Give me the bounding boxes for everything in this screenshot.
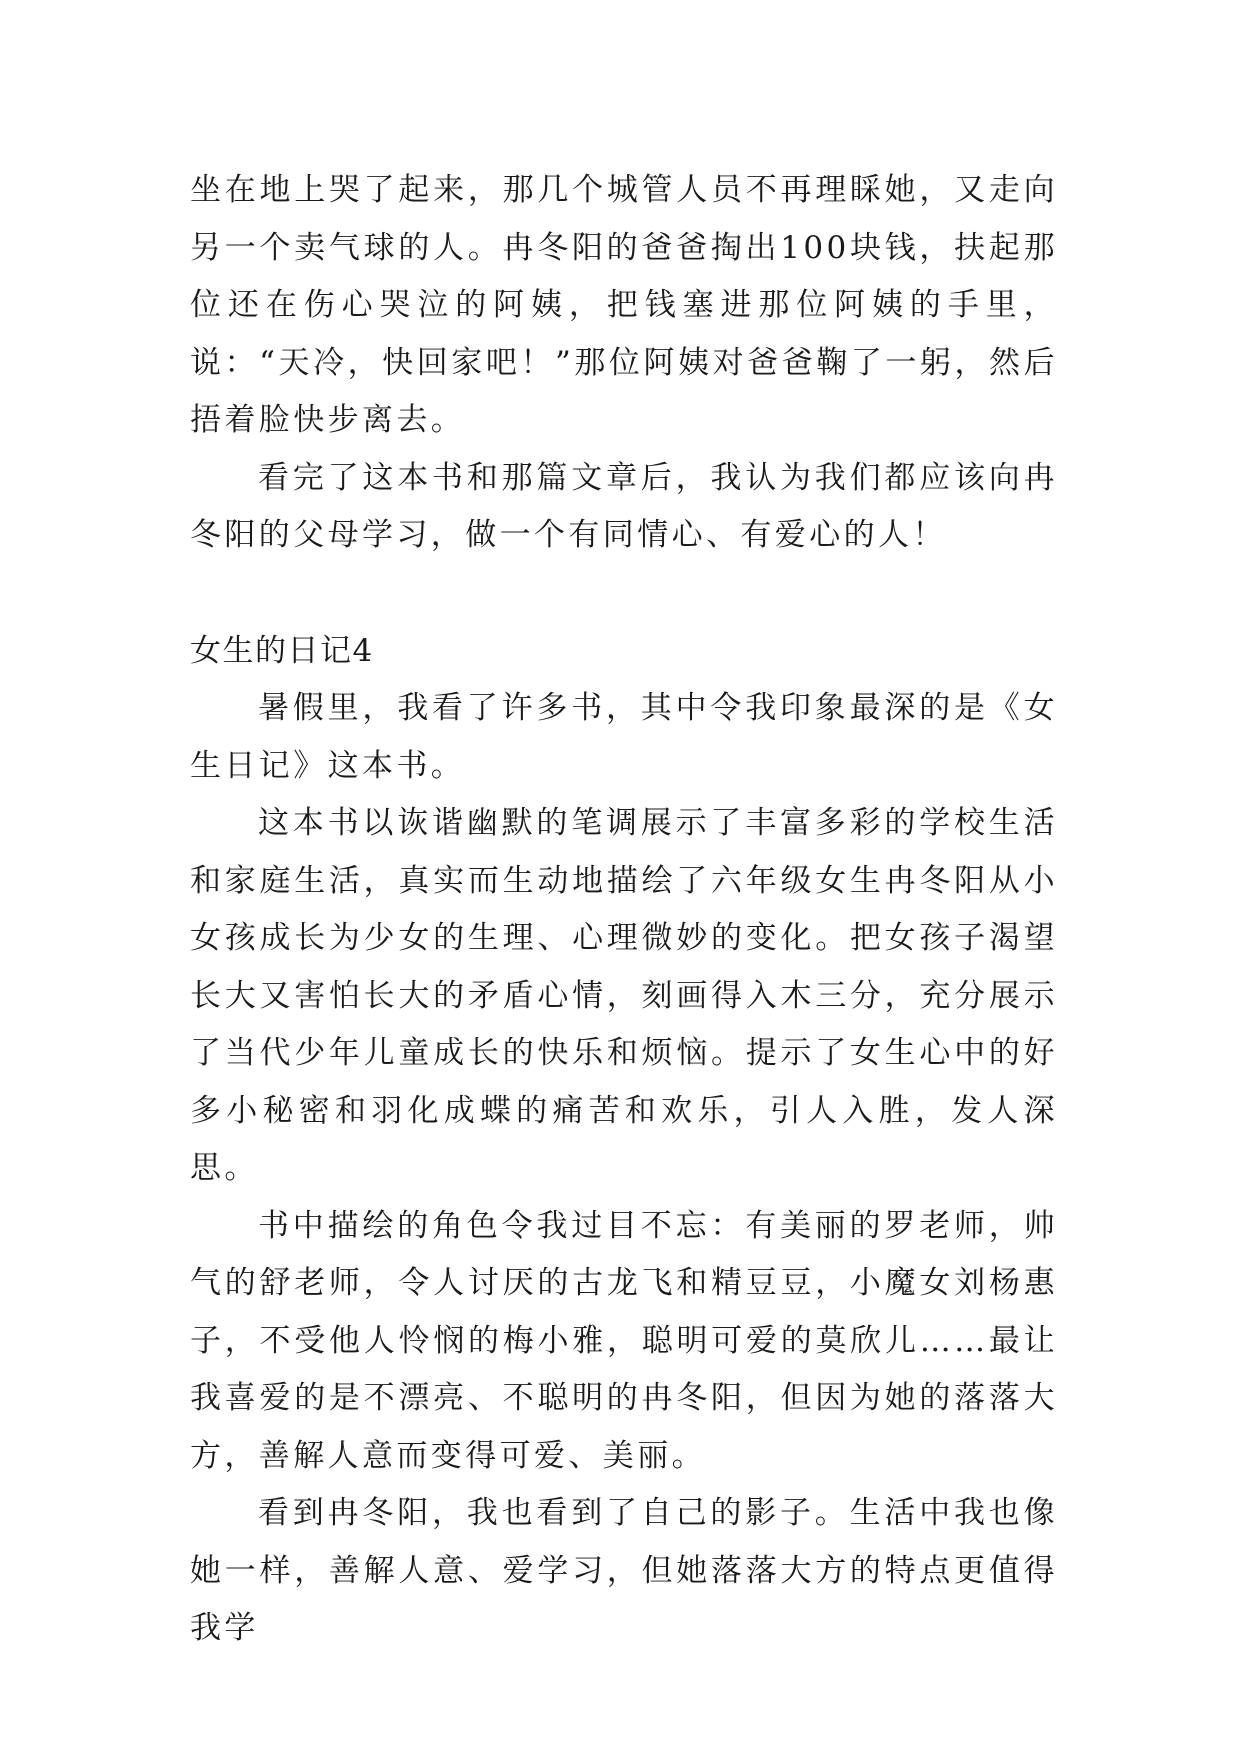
paragraph-reflection: 看到冉冬阳，我也看到了自己的影子。生活中我也像她一样，善解人意、爱学习，但她落落大方的特点更值得我学 (190, 1495, 1058, 1646)
paragraph-conclusion: 看完了这本书和那篇文章后，我认为我们都应该向冉冬阳的父母学习，做一个有同情心、有爱心的人！ (190, 459, 1058, 553)
paragraph-intro: 暑假里，我看了许多书，其中令我印象最深的是《女生日记》这本书。 (190, 690, 1058, 784)
paragraph-characters: 书中描绘的角色令我过目不忘：有美丽的罗老师，帅气的舒老师，令人讨厌的古龙飞和精豆豆，小魔女刘杨惠子，不受他人怜悯的梅小雅，聪明可爱的莫欣儿……最让我喜爱的是不漂亮、不聪明的冉冬阳，但因为她的落落大方，善解人意而变得可爱、美丽。 (190, 1207, 1058, 1474)
paragraph-book-summary: 这本书以诙谐幽默的笔调展示了丰富多彩的学校生活和家庭生活，真实而生动地描绘了六年级女生冉冬阳从小女孩成长为少女的生理、心理微妙的变化。把女孩子渴望长大又害怕长大的矛盾心情，刻画得入木三分，充分展示了当代少年儿童成长的快乐和烦恼。提示了女生心中的好多小秘密和羽化成蝶的痛苦和欢乐，引人入胜，发人深思。 (190, 805, 1058, 1186)
document-body (190, 162, 1058, 1658)
section-title: 女生的日记4 (190, 632, 374, 669)
paragraph-continued-story: 坐在地上哭了起来，那几个城管人员不再理睬她，又走向另一个卖气球的人。冉冬阳的爸爸掏出100块钱，扶起那位还在伤心哭泣的阿姨，把钱塞进那位阿姨的手里，说：“天冷，快回家吧！”那位阿姨对爸爸鞠了一躬，然后捂着脸快步离去。 (190, 172, 1058, 438)
